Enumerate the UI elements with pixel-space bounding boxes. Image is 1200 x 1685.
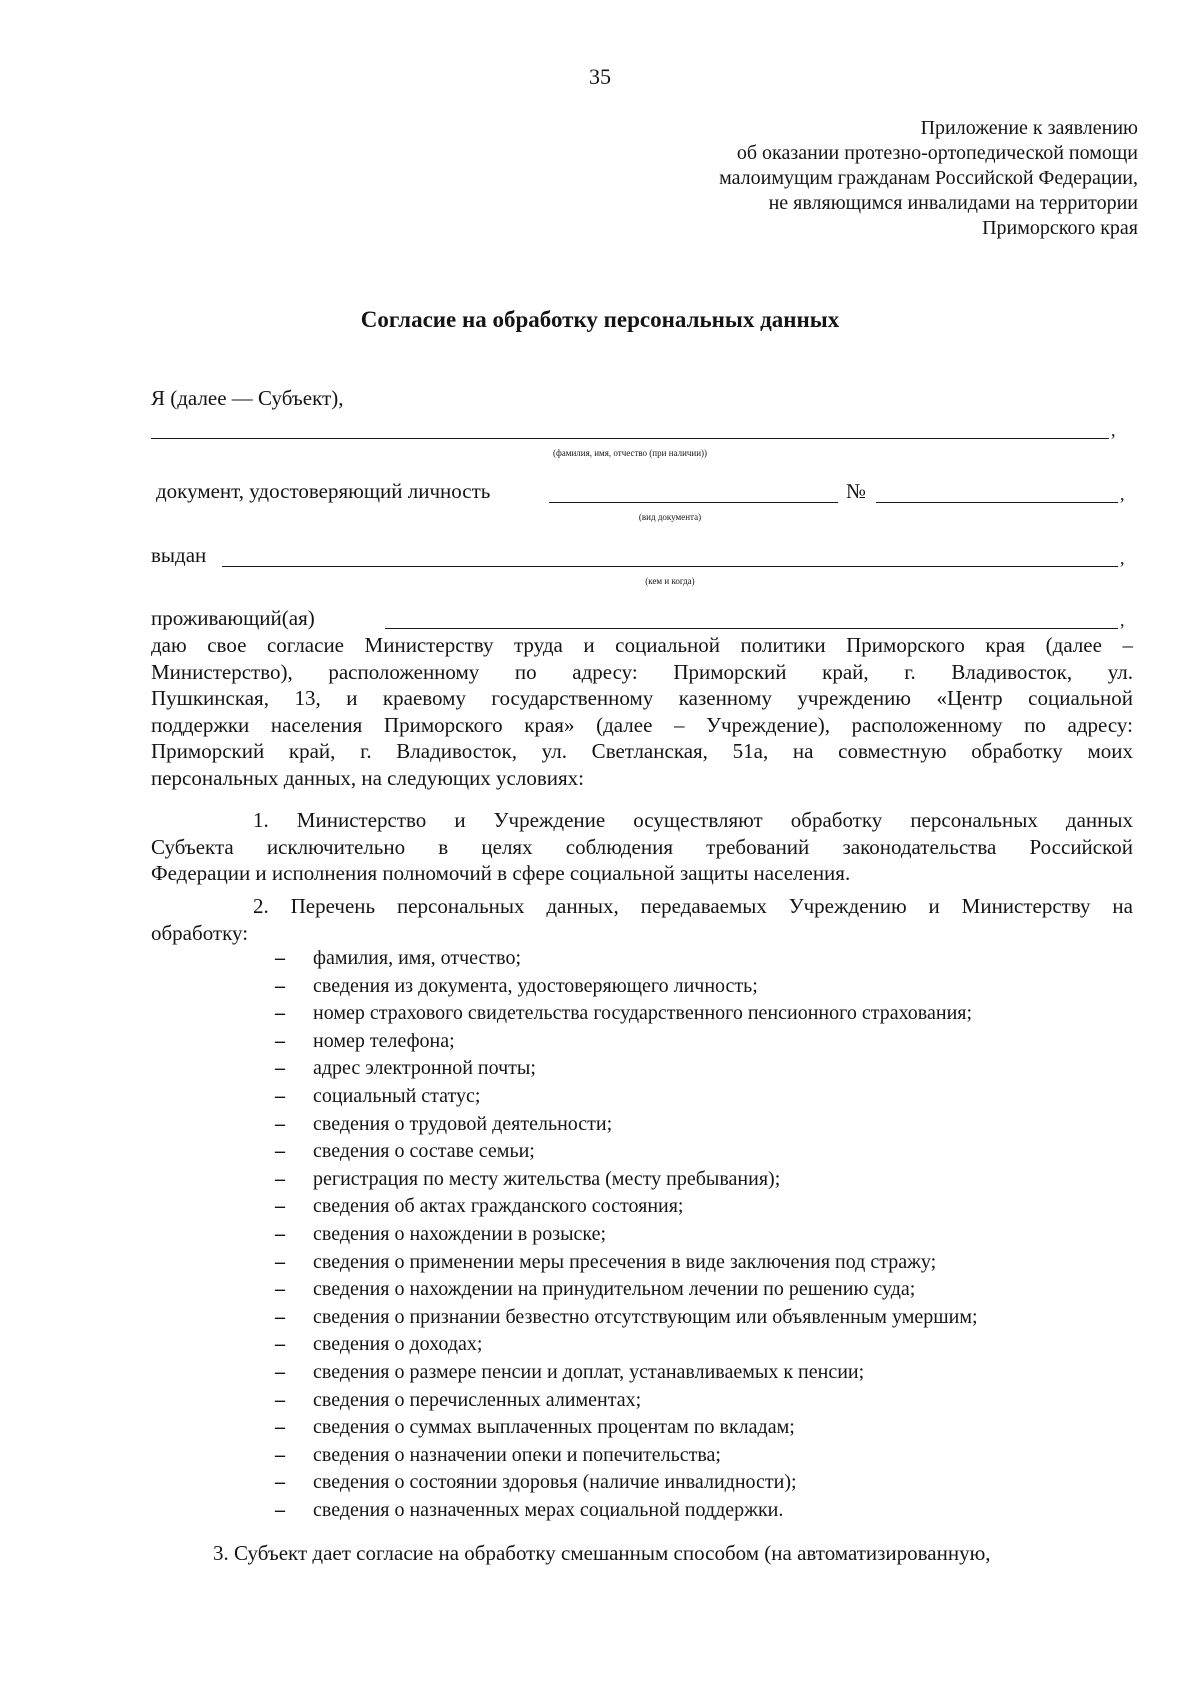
appendix-line: Приморского края bbox=[982, 217, 1138, 239]
consent-line: персональных данных, на следующих условиях: bbox=[151, 765, 585, 790]
dash-marker: – bbox=[275, 1360, 285, 1383]
fio-comma: , bbox=[1111, 420, 1116, 440]
fio-field[interactable] bbox=[151, 438, 1109, 439]
clause-2-line: 2. Перечень персональных данных, передаваемых Учреждению и Министерству на bbox=[253, 894, 1133, 918]
residing-label: проживающий(ая) bbox=[151, 606, 315, 630]
appendix-line: Приложение к заявлению bbox=[920, 117, 1138, 139]
dash-marker: – bbox=[275, 1250, 285, 1273]
list-item: – сведения из документа, удостоверяющего личность; bbox=[275, 973, 978, 1001]
list-item: – сведения о суммах выплаченных процентам по вкладам; bbox=[275, 1414, 978, 1442]
clause-2 bbox=[151, 893, 1133, 946]
list-item: – сведения о доходах; bbox=[275, 1331, 978, 1359]
dash-marker: – bbox=[275, 1084, 285, 1107]
subject-label: Я (далее — Субъект), bbox=[151, 386, 344, 410]
dash-marker: – bbox=[275, 1443, 285, 1466]
list-item: – сведения об актах гражданского состояния; bbox=[275, 1193, 978, 1221]
dash-marker: – bbox=[275, 1195, 285, 1218]
appendix-line: малоимущим гражданам Российской Федерации, bbox=[719, 167, 1138, 189]
issued-label: выдан bbox=[151, 543, 207, 567]
dash-marker: – bbox=[275, 1333, 285, 1356]
number-comma: , bbox=[1120, 484, 1125, 504]
number-label: № bbox=[846, 479, 867, 503]
dash-marker: – bbox=[275, 974, 285, 997]
dash-marker: – bbox=[275, 1278, 285, 1301]
dash-marker: – bbox=[275, 1222, 285, 1245]
document-number-field[interactable] bbox=[876, 502, 1118, 503]
clause-1-line: 1. Министерство и Учреждение осуществляют обработку персональных данных bbox=[253, 808, 1133, 832]
dash-marker: – bbox=[275, 1002, 285, 1025]
personal-data-list bbox=[275, 945, 978, 1524]
issued-comma: , bbox=[1120, 548, 1125, 568]
document-title: Согласие на обработку персональных данных bbox=[360, 307, 840, 332]
issued-field[interactable] bbox=[222, 566, 1118, 567]
dash-marker: – bbox=[275, 1471, 285, 1494]
consent-line: поддержки населения Приморского края» (далее – Учреждение), расположенному по адресу: bbox=[151, 712, 1133, 737]
list-item: – сведения о состоянии здоровья (наличие инвалидности); bbox=[275, 1469, 978, 1497]
list-item: – сведения о нахождении в розыске; bbox=[275, 1221, 978, 1249]
consent-line: Министерство), расположенному по адресу: Приморский край, г. Владивосток, ул. bbox=[151, 659, 1133, 684]
list-item: – регистрация по месту жительства (месту пребывания); bbox=[275, 1166, 978, 1194]
consent-line: даю свое согласие Министерству труда и социальной политики Приморского края (далее – bbox=[151, 633, 1133, 657]
document-label: документ, удостоверяющий личность bbox=[156, 479, 491, 503]
consent-line: Приморский край, г. Владивосток, ул. Светланская, 51а, на совместную обработку моих bbox=[151, 739, 1133, 763]
list-item: – социальный статус; bbox=[275, 1083, 978, 1111]
list-item: – номер страхового свидетельства государственного пенсионного страхования; bbox=[275, 1000, 978, 1028]
appendix-note bbox=[719, 116, 1138, 241]
residing-comma: , bbox=[1120, 610, 1125, 630]
clause-1-line: Субъекта исключительно в целях соблюдения требований законодательства Российской bbox=[151, 834, 1133, 859]
list-item: – сведения о размере пенсии и доплат, устанавливаемых к пенсии; bbox=[275, 1359, 978, 1387]
list-item: – сведения о применении меры пресечения в виде заключения под стражу; bbox=[275, 1249, 978, 1277]
issued-caption: (кем и когда) bbox=[645, 576, 695, 586]
dash-marker: – bbox=[275, 1305, 285, 1328]
list-item: – сведения о назначенных мерах социальной поддержки. bbox=[275, 1497, 978, 1525]
list-item: – номер телефона; bbox=[275, 1028, 978, 1056]
list-item: – сведения о составе семьи; bbox=[275, 1138, 978, 1166]
list-item: – адрес электронной почты; bbox=[275, 1055, 978, 1083]
list-item: – сведения о назначении опеки и попечительства; bbox=[275, 1442, 978, 1470]
appendix-line: не являющимся инвалидами на территории bbox=[768, 192, 1138, 214]
dash-marker: – bbox=[275, 1498, 285, 1521]
list-item: – сведения о нахождении на принудительном лечении по решению суда; bbox=[275, 1276, 978, 1304]
dash-marker: – bbox=[275, 1112, 285, 1135]
list-item: – сведения о признании безвестно отсутствующим или объявленным умершим; bbox=[275, 1304, 978, 1332]
clause-3-line: 3. Субъект дает согласие на обработку смешанным способом (на автоматизированную, bbox=[213, 1541, 991, 1565]
appendix-line: об оказании протезно-ортопедической помощи bbox=[736, 142, 1138, 164]
dash-marker: – bbox=[275, 947, 285, 969]
dash-marker: – bbox=[275, 1057, 285, 1080]
dash-marker: – bbox=[275, 1388, 285, 1411]
clause-1 bbox=[151, 807, 1133, 887]
dash-marker: – bbox=[275, 1416, 285, 1439]
dash-marker: – bbox=[275, 1167, 285, 1190]
consent-line: Пушкинская, 13, и краевому государственному казенному учреждению «Центр социальной bbox=[151, 686, 1133, 710]
dash-marker: – bbox=[275, 1140, 285, 1163]
document-type-field[interactable] bbox=[549, 502, 838, 503]
page-number: 35 bbox=[589, 64, 611, 89]
residing-field[interactable] bbox=[385, 628, 1118, 629]
list-item: – фамилия, имя, отчество; bbox=[275, 945, 978, 973]
doc-type-caption: (вид документа) bbox=[638, 512, 702, 522]
consent-paragraph bbox=[151, 632, 1133, 791]
list-item: – сведения о перечисленных алиментах; bbox=[275, 1387, 978, 1415]
clause-2-line: обработку: bbox=[151, 920, 249, 945]
fio-caption: (фамилия, имя, отчество (при наличии)) bbox=[552, 448, 708, 458]
clause-1-line: Федерации и исполнения полномочий в сфере социальной защиты населения. bbox=[151, 861, 851, 885]
dash-marker: – bbox=[275, 1029, 285, 1052]
list-item: – сведения о трудовой деятельности; bbox=[275, 1111, 978, 1139]
